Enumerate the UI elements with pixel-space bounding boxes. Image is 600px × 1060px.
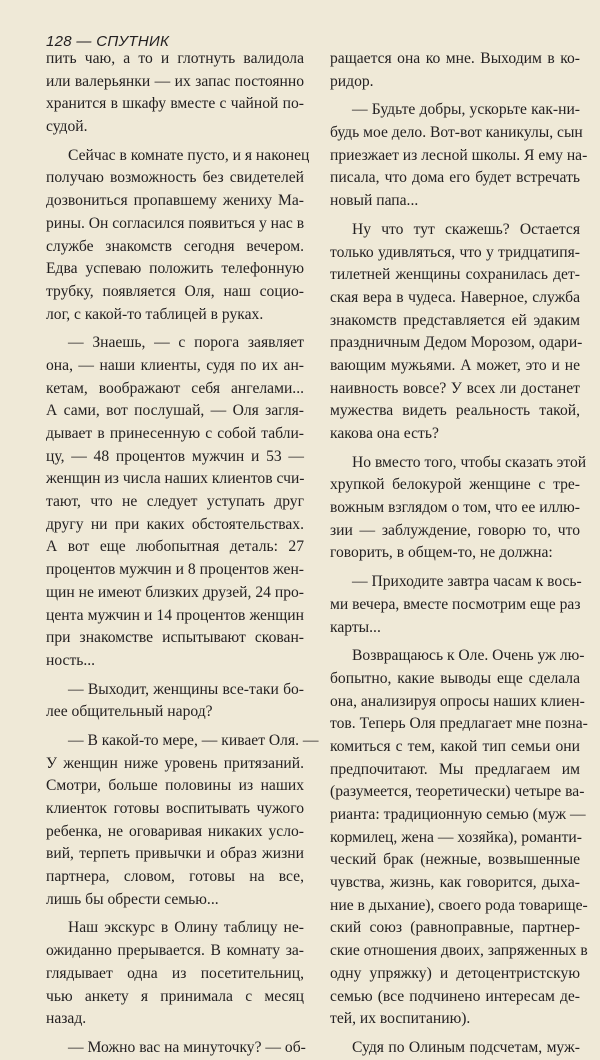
text-line: знакомств представляется ей эдаким (330, 311, 580, 329)
text-line: зии — заблуждение, говорю то, что (330, 521, 580, 539)
text-line: будь мое дело. Вот-вот каникулы, сын (330, 124, 583, 142)
text-line: женщин из числа наших клиентов счи- (46, 470, 305, 488)
text-line: ская вера в чудеса. Наверное, служба (330, 288, 580, 306)
text-line: ский союз (равноправные, партнер- (330, 919, 580, 937)
paragraph (330, 1037, 580, 1060)
paragraph (46, 1037, 304, 1060)
paragraph (46, 679, 304, 724)
paragraph (330, 571, 580, 639)
text-line: семью (все подчинено интересам де- (330, 987, 580, 1005)
text-line: (разумеется, теоретически) четыре ва- (330, 783, 585, 801)
text-line: Но вместо того, чтобы сказать этой (352, 453, 587, 471)
text-line: А вот еще любопытная деталь: 27 (46, 538, 304, 556)
text-line: получаю возможность без свидетелей (46, 169, 304, 187)
text-line: глядывает одна из посетительниц, (46, 964, 304, 982)
paragraph (330, 219, 583, 446)
text-line: кормилец, жена — хозяйка), романти- (330, 828, 582, 846)
text-line: ность... (46, 651, 96, 669)
text-line: приезжает из лесной школы. Я ему на- (330, 146, 588, 164)
text-line: судой. (46, 118, 88, 136)
text-line: Смотри, больше половины из наших (46, 777, 304, 795)
text-line: кетам, воображают себя ангелами... (46, 379, 304, 397)
text-line: ребенка, не оговаривая никаких усло- (46, 822, 304, 840)
text-line: мужества видеть реальность такой, (330, 402, 580, 420)
text-line: вожным взглядом о том, что ее иллю- (330, 499, 580, 517)
text-line: хрупкой белокурой женщине с тре- (330, 476, 580, 494)
text-line: — Выходит, женщины все-таки бо- (68, 680, 304, 698)
paragraph (330, 452, 587, 565)
text-line: другу ни при каких обстоятельствах. (46, 515, 304, 533)
text-line: службе знакомств сегодня вечером. (46, 237, 304, 255)
text-line: Судя по Олиным подсчетам, муж- (352, 1038, 580, 1056)
text-line: комиться с тем, какой тип семьи они (330, 737, 580, 755)
text-line: дозвониться пропавшему жениху Ма- (46, 192, 304, 210)
text-line: тей, их воспитанию). (330, 1010, 471, 1028)
text-line: Наш экскурс в Олину таблицу не- (68, 919, 304, 937)
magazine-title: СПУТНИК (96, 33, 170, 50)
right-column (330, 48, 588, 1060)
paragraph (46, 730, 319, 912)
text-line: ожиданно прерывается. В комнату за- (46, 942, 304, 960)
text-line: писала, что дома его будет встречать (330, 169, 580, 187)
text-line: праздничным Дедом Морозом, одари- (330, 334, 583, 352)
text-line: лишь бы обрести семью... (46, 890, 219, 908)
text-line: — Можно вас на минуточку? — об- (68, 1038, 306, 1056)
text-line: карты... (330, 618, 381, 636)
text-line: одну упряжку) и детоцентристскую (330, 964, 580, 982)
text-line: А сами, вот послушай, — Оля загля- (46, 402, 304, 420)
text-line: ские отношения двоих, запряженных в (330, 942, 588, 960)
text-line: какова она есть? (330, 425, 439, 442)
text-line: клиенток готовы воспитывать чужого (46, 800, 304, 817)
text-line: цу, — 48 процентов мужчин и 53 — (46, 447, 304, 465)
paragraph (46, 145, 310, 327)
text-line: ридор. (330, 72, 374, 90)
text-line: говорить, в общем-то, не должна: (330, 544, 553, 562)
paragraph (46, 332, 304, 672)
text-line: рины. Он согласился появиться у нас в (46, 214, 305, 232)
text-line: процентов мужчин и 8 процентов жен- (46, 561, 304, 579)
text-line: Едва успеваю положить телефонную (46, 260, 304, 278)
text-line: вающим мужьями. А может, это и не (330, 356, 580, 374)
text-line: наивность вовсе? У всех ли достанет (330, 379, 580, 397)
text-line: Возвращаюсь к Оле. Очень уж лю- (352, 647, 585, 665)
text-line: хранится в шкафу вместе с чайной по- (46, 95, 304, 113)
paragraph (46, 917, 304, 1030)
text-line: тают, что не следует уступать друг (46, 493, 304, 511)
left-column (46, 48, 319, 1060)
paragraph (330, 99, 588, 212)
paragraph (46, 48, 304, 139)
text-line: Сейчас в комнате пусто, и я наконец (68, 146, 310, 164)
text-line: лее общительный народ? (46, 703, 213, 721)
text-line: только удивляться, что у тридцатипя- (330, 243, 580, 261)
header-dash: — (76, 33, 92, 50)
text-line: она, — наши клиенты, судя по их ан- (46, 356, 304, 374)
text-line: — Приходите завтра часам к вось- (352, 573, 582, 591)
text-line: рианта: традиционную семью (муж — (330, 806, 586, 823)
text-line: цента мужчин и 14 процентов женщин (46, 606, 304, 624)
text-line: при знакомстве испытывают скован- (46, 629, 304, 647)
text-line: партнера, словом, готовы на все, (46, 868, 304, 886)
text-line: предпочитают. Мы предлагаем им (330, 760, 580, 778)
text-line: У женщин ниже уровень притязаний. (46, 754, 304, 772)
text-line: — Будьте добры, ускорьте как-ни- (352, 101, 580, 119)
text-line: тилетней женщины сохранилась дет- (330, 266, 580, 284)
text-line: она, анализируя опросы наших клиен- (330, 692, 585, 710)
text-line: пить чаю, а то и глотнуть валидола (46, 50, 304, 67)
text-line: чувства, жизнь, как говорится, дыха- (330, 874, 580, 892)
text-line: — Знаешь, — с порога заявляет (68, 334, 304, 352)
text-line: вий, терпеть привычки и образ жизни (46, 845, 304, 863)
text-line: дывает в принесенную с собой табли- (46, 425, 304, 442)
text-line: — В какой-то мере, — кивает Оля. — (68, 731, 319, 749)
text-line: Ну что тут скажешь? Остается (352, 220, 580, 238)
text-line: ческий брак (нежные, возвышенные (330, 851, 580, 869)
text-line: тов. Теперь Оля предлагает мне позна- (330, 715, 588, 733)
text-line: бопытно, какие выводы еще сделала (330, 669, 580, 687)
text-line: чью анкету я принимала с месяц (46, 987, 304, 1005)
text-line: или валерьянки — их запас постоянно (46, 72, 304, 90)
paragraph (330, 645, 588, 1031)
text-line: назад. (46, 1010, 87, 1028)
page-number: 128 (46, 33, 72, 50)
text-line: щин не имеют близких друзей, 24 про- (46, 583, 304, 601)
text-line: ращается она ко мне. Выходим в ко- (330, 50, 580, 67)
text-line: ние в дыхание), своего рода товарище- (330, 896, 588, 914)
paragraph (330, 48, 580, 93)
text-line: трубку, появляется Оля, наш социо- (46, 282, 304, 300)
text-line: новый папа... (330, 192, 419, 210)
text-line: ми вечера, вместе посмотрим еще раз (330, 595, 581, 613)
text-line: лог, с какой-то таблицей в руках. (46, 305, 264, 323)
